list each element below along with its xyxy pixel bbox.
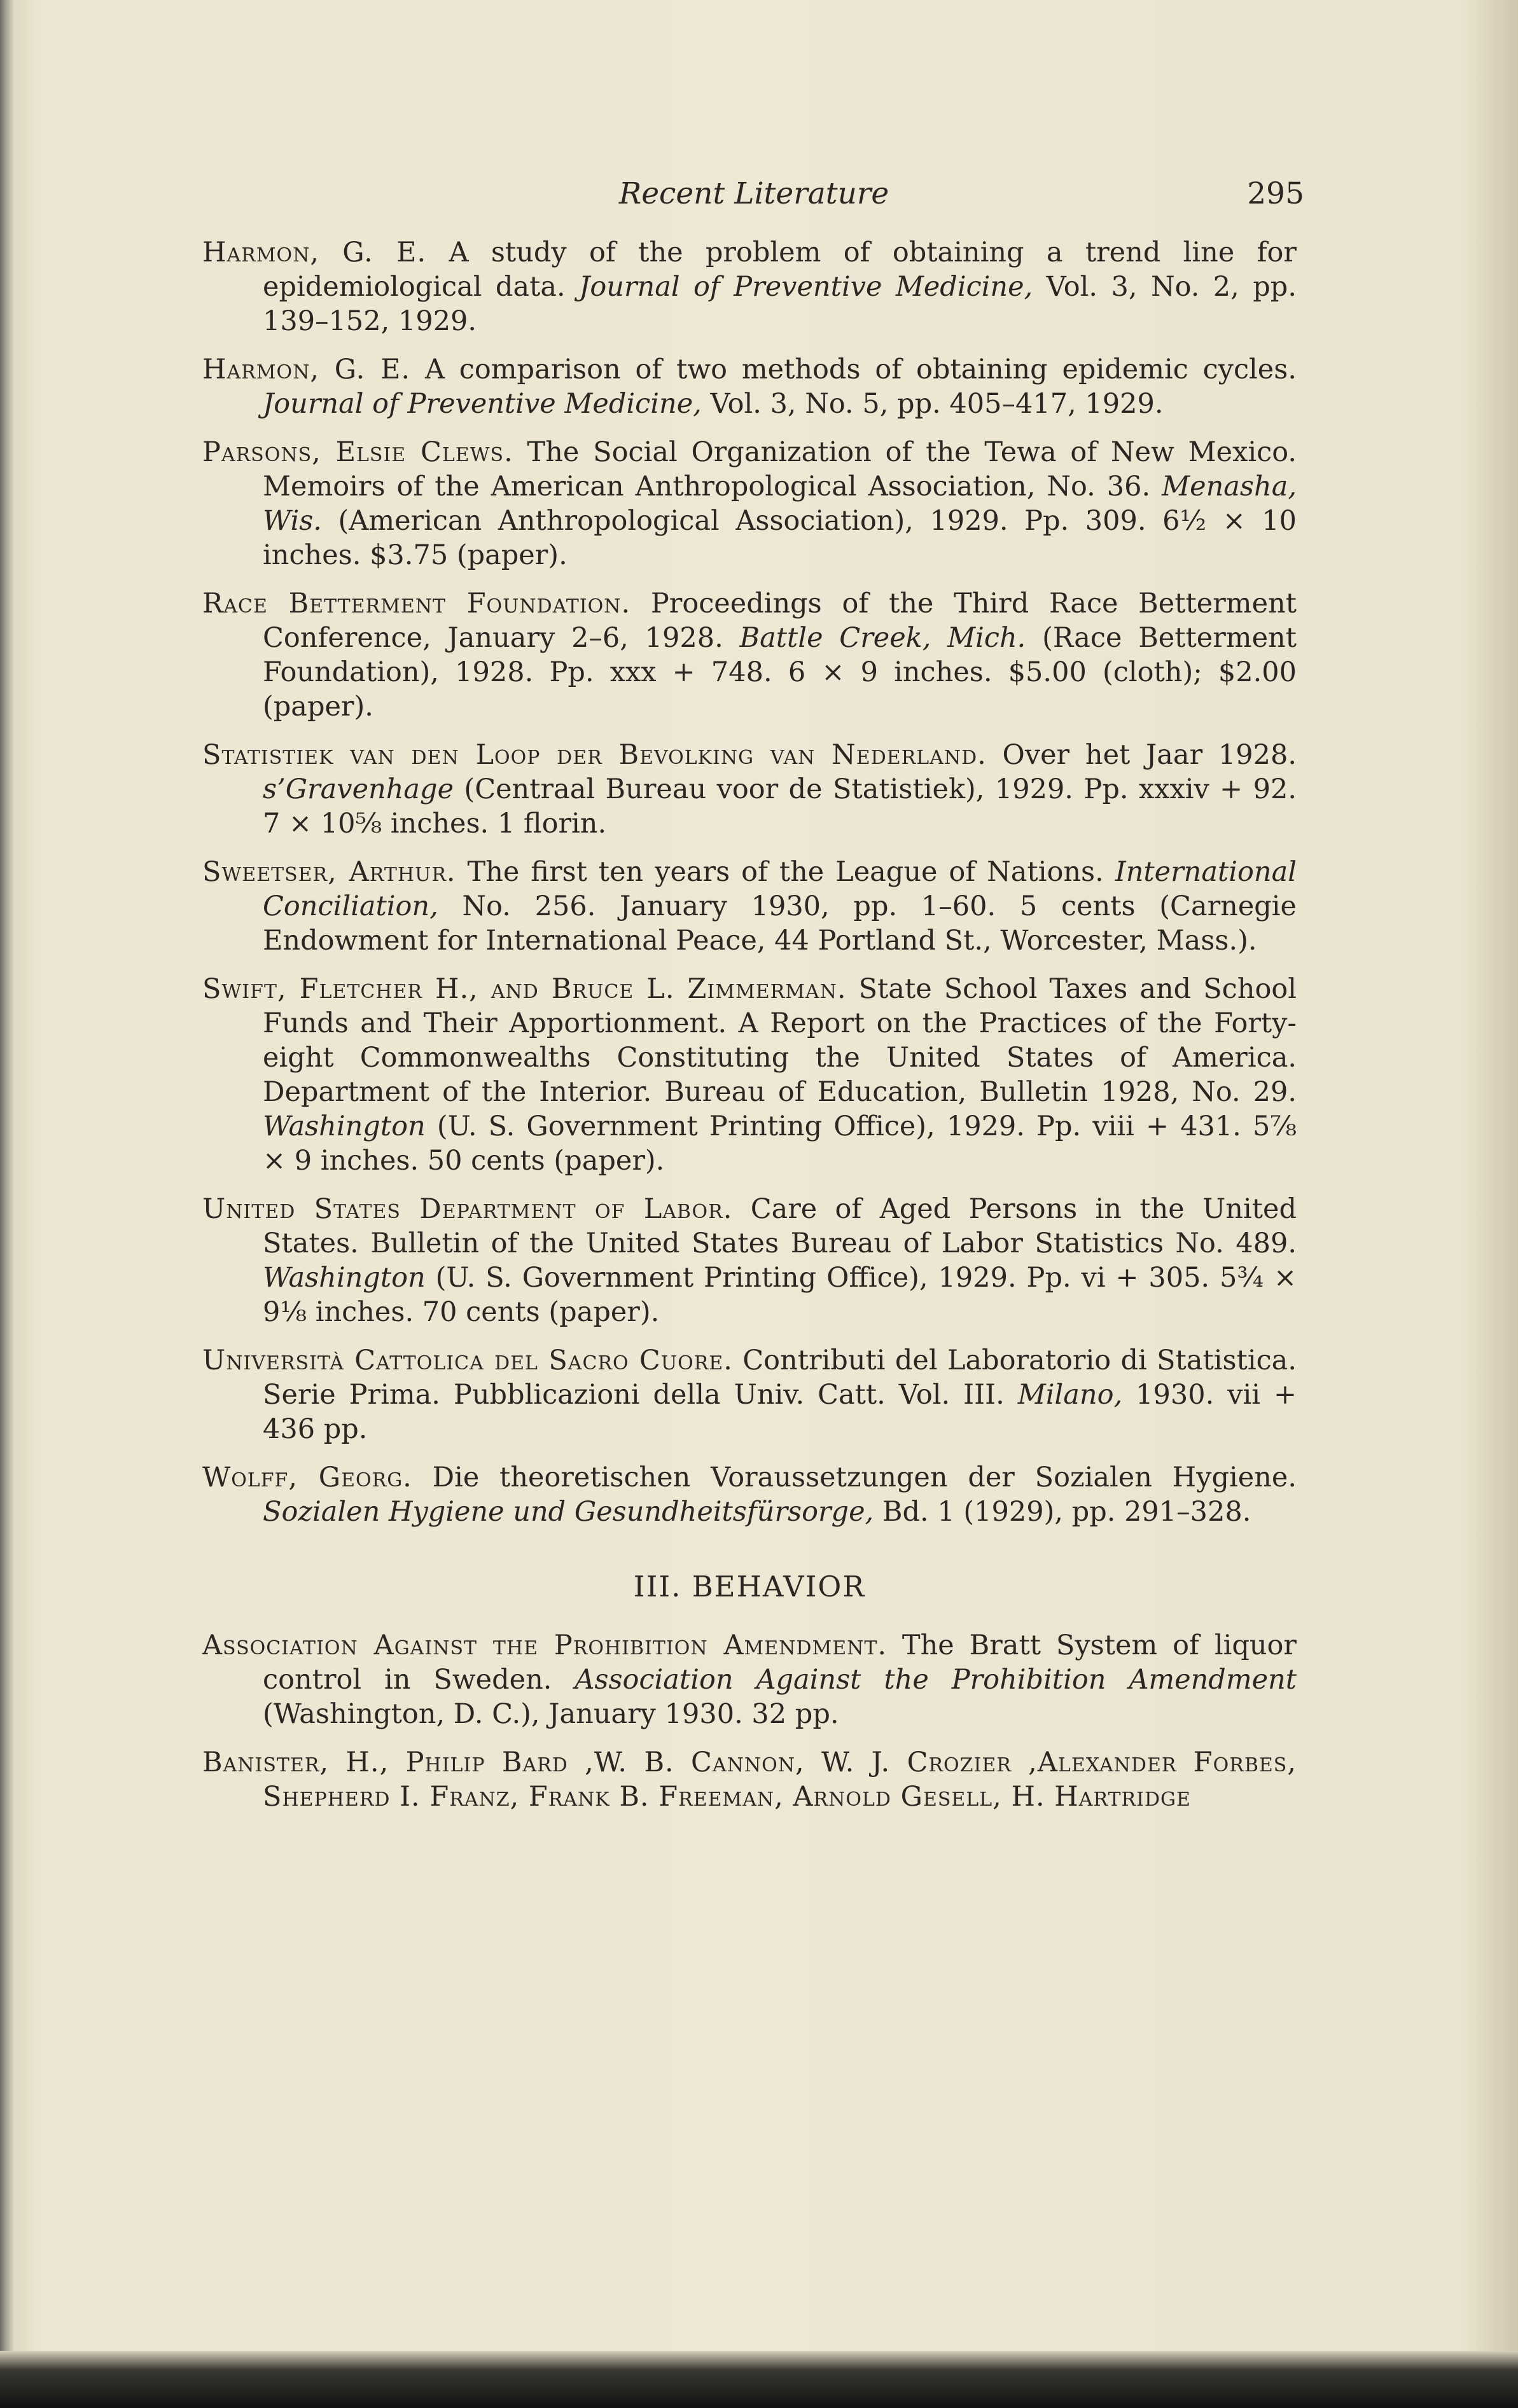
entry-source: Washington [263,1111,426,1142]
entry-title: State School Taxes and School Funds and Their Apportionment. A Report on the Practices of the Forty-eight Commonwealths Constituting the United States of America. Department of the Interior. Bureau of Education, Bulletin 1928, No. 29. [263,973,1297,1108]
book-binding-edge [0,0,14,2408]
entry-source: Sozialen Hygiene und Gesundheitsfürsorge, [263,1496,874,1528]
entry-title: Over het Jaar 1928. [986,739,1297,771]
entry-author: Wolff, Georg. [202,1462,412,1493]
entry-details: 1930. vii + 436 pp. [263,1379,1297,1445]
bibliography-entry [202,1460,1297,1529]
entry-title: Proceedings of the Third Race Betterment Conference, January 2–6, 1928. [263,588,1297,654]
entry-author: United States Department of Labor. [202,1193,733,1225]
bibliography-entry [202,1628,1297,1731]
bibliography-content [202,235,1297,1828]
entry-author: Sweetser, Arthur. [202,856,456,888]
entry-author: Statistiek van den Loop der Bevolking van Nederland. [202,739,987,771]
running-title: Recent Literature [618,176,889,211]
bibliography-entry [202,738,1297,841]
bibliography-entry [202,435,1297,572]
entry-source: Association Against the Prohibition Amendment [574,1664,1297,1696]
bibliography-entry [202,1343,1297,1446]
entry-author: Università Cattolica del Sacro Cuore. [202,1345,733,1376]
entry-title: The Bratt System of liquor control in Sweden. [263,1630,1297,1696]
entry-details: (U. S. Government Printing Office), 1929. Pp. vi + 305. 5¾ × 9⅛ inches. 70 cents (paper). [263,1262,1297,1328]
bibliography-entry [202,855,1297,958]
entry-details: Bd. 1 (1929), pp. 291–328. [874,1496,1251,1528]
section-heading: III. BEHAVIOR [633,1570,866,1603]
entry-title: Care of Aged Persons in the United States. Bulletin of the United States Bureau of Labor Statistics No. 489. [263,1193,1297,1259]
entry-title: Contributi del Laboratorio di Statistica. Serie Prima. Pubblicazioni della Univ. Catt. Vol. III. [263,1345,1297,1411]
entry-title: The first ten years of the League of Nations. [456,856,1115,888]
entry-details: (Washington, D. C.), January 1930. 32 pp. [263,1698,839,1730]
bibliography-entry [202,235,1297,338]
entry-source: Menasha, Wis. [263,471,1297,537]
bibliography-entry [202,586,1297,724]
entry-title: A comparison of two methods of obtaining epidemic cycles. [410,354,1297,385]
entry-author: Parsons, Elsie Clews. [202,436,513,468]
entry-details: Vol. 3, No. 2, pp. 139–152, 1929. [263,271,1297,337]
entry-title: A study of the problem of obtaining a trend line for epidemiological data. [263,237,1297,303]
entry-source: Milano, [1017,1379,1123,1411]
bibliography-entry [202,1192,1297,1329]
bibliography-entry [202,972,1297,1178]
entry-source: s’Gravenhage [263,773,454,805]
entry-author: Harmon, G. E. [202,237,427,268]
entry-source: Journal of Preventive Medicine, [263,388,702,420]
entry-author: Association Against the Prohibition Amendment. [202,1630,888,1661]
bibliography-entry [202,1745,1297,1814]
entry-details: No. 256. January 1930, pp. 1–60. 5 cents (Carnegie Endowment for International Peace, 44 Portland St., Worcester, Mass.). [263,890,1297,957]
entry-source: Battle Creek, Mich. [739,622,1026,654]
entry-source: Journal of Preventive Medicine, [579,271,1033,303]
entry-details: (U. S. Government Printing Office), 1929. Pp. viii + 431. 5⅞ × 9 inches. 50 cents (paper). [263,1111,1297,1177]
entry-details: (American Anthropological Association), 1929. Pp. 309. 6½ × 10 inches. $3.75 (paper). [263,505,1297,571]
entry-title: Die theoretischen Voraussetzungen der Sozialen Hygiene. [412,1462,1297,1493]
entry-source: International Conciliation, [263,856,1297,922]
bibliography-entry [202,352,1297,421]
entry-author: Swift, Fletcher H., and Bruce L. Zimmerman. [202,973,847,1005]
entry-author: Banister, H., Philip Bard ,W. B. Cannon, W. J. Crozier ,Alexander Forbes, Shepherd I. Franz, Frank B. Freeman, Arnold Gesell, H. Hartridge [202,1747,1297,1813]
page-number: 295 [1247,176,1304,211]
entry-source: Washington [263,1262,426,1294]
page-header [204,172,1304,216]
entry-title: The Social Organization of the Tewa of New Mexico. Memoirs of the American Anthropological Association, No. 36. [263,436,1297,502]
entry-author: Harmon, G. E. [202,354,411,385]
entry-author: Race Betterment Foundation. [202,588,631,619]
entry-details: (Race Betterment Foundation), 1928. Pp. xxx + 748. 6 × 9 inches. $5.00 (cloth); $2.00 (paper). [263,622,1297,723]
scan-bottom-edge [0,2351,1518,2408]
entry-details: (Centraal Bureau voor de Statistiek), 1929. Pp. xxxiv + 92. 7 × 10⅝ inches. 1 florin. [263,773,1297,840]
entry-details: Vol. 3, No. 5, pp. 405–417, 1929. [701,388,1164,420]
